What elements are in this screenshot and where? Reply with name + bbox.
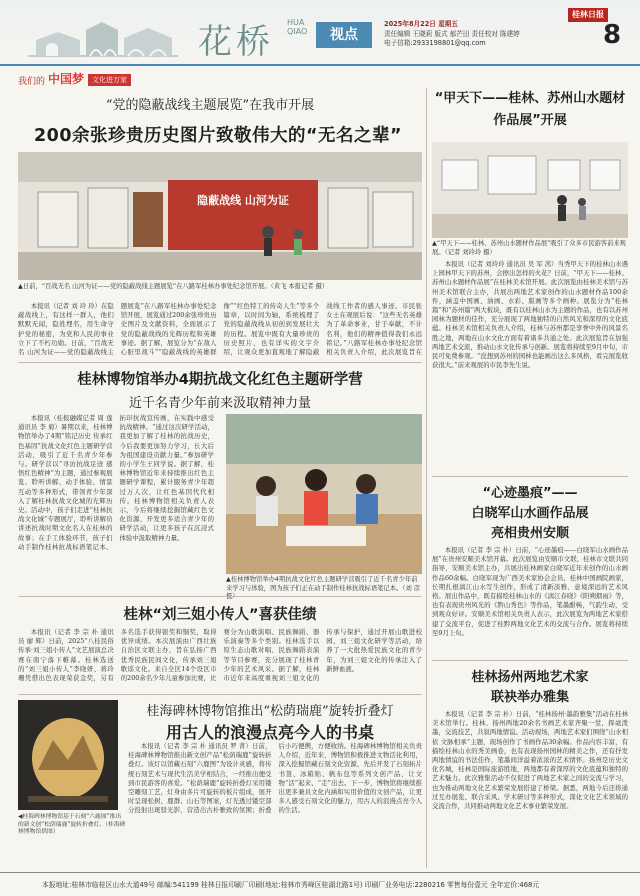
article6-body-text: 本报讯（记者 李 宗 朴）日前，“桂林扬州·墨韵雅集”活动在桂林美术馆举行。桂林、扬州两地20余名书画艺术家齐聚一堂，挥毫泼墨，交流技艺，共叙两地情谊。活动现场，两地艺术家们围绕“山水相依 文脉相承”主题，现场创作了书画作品30余幅。作品内容丰富，有描绘桂林山水的秀美画卷，也有表现扬州园林的精美之作，还有抒发两地情谊的书法佳作，笔墨间洋溢着浓浓的艺术情怀。扬州是历史文化名城，桂林是国际旅游胜地，两地都有着深厚的文化底蕴和独特的艺术魅力。此次雅集活动不仅促进了两地艺术家之间的交流与学习，也为推动两地文化艺术繁荣发展搭建了桥梁。据悉，两地今后还将通过互办展览、联合采风、学术研讨等多种形式，深化文化艺术领域的交流合作，共同推动两地文化艺术事业繁荣发展。 bbox=[432, 710, 628, 811]
section-logo-title: 花桥 bbox=[198, 22, 274, 62]
article6-headline: 桂林扬州两地艺术家 bbox=[471, 670, 589, 685]
article1-body-text: 本报讯（记者 刘 玲 玲）在隐蔽战线上，有这样一群人，他们默默无闻，隐姓埋名，用生命守护党的秘密，为党和人民的事业立下了不朽功勋。日前，“百战无名 山河为证——党的隐蔽战线主题展览”在八路军桂林办事处纪念馆开展，展览通过200余张珍贵历史图片及文献资料，全面展示了党的隐蔽战线的光辉历程和英雄事迹。据了解，展览分为“在敌人心脏里战斗”“隐蔽战线的英雄群像”“红色特工的传奇人生”等多个篇章，以时间为轴，系统梳理了党的隐蔽战线从初创到发展壮大的历程。展览中既有大量珍贵的历史照片，也有详实的文字介绍，让观众更加直观地了解隐蔽战线工作者的感人事迹。市民张女士在观展后说：“这些无名英雄为了革命事业，甘于奉献，不计名利，他们的精神值得我们永远铭记。”八路军桂林办事处纪念馆相关负责人介绍，此次展览旨在 bbox=[18, 302, 422, 357]
column-logo-tag: 文化进万家 bbox=[88, 74, 131, 86]
divider-a2 bbox=[432, 476, 628, 477]
gallery-image bbox=[432, 142, 628, 238]
divider-a1 bbox=[18, 362, 422, 363]
article4-sub: 亮相贵州安顺 bbox=[490, 526, 569, 541]
email-line: 电子信箱:2933198801@qq.com bbox=[384, 39, 486, 47]
article1-photo-text: 隐蔽战线 山河为证 bbox=[197, 194, 289, 207]
section-logo-pinyin: HUA QIAO bbox=[287, 18, 308, 36]
article1-kicker: “党的隐蔽战线主题展览”在我市开展 bbox=[105, 98, 315, 113]
article1-photo bbox=[18, 152, 422, 280]
article3-headline: 桂林博物馆举办4期抗战文化红色主题研学营 bbox=[77, 372, 363, 388]
divider-a3 bbox=[18, 596, 422, 597]
article5-body-text: 本报讯（记者 李 宗 朴 通讯员 廖 辉）日前，2025“八桂民俗传承·刘三姐小传人”文艺展演总决赛在南宁落下帷幕。桂林选送的“刘三姐小传人”李晓妍、蒋玲珊凭借出色表现荣获金奖，另有多名选手获得银奖和铜奖，取得优异成绩。本次展演由广西壮族自治区文联主办，旨在弘扬广西优秀民族民间文化，传承刘三姐歌谣文化。来自全区14个设区市的200余名少年儿童参加比赛，比赛分为山歌演唱、民族舞蹈、器乐演奏等多个类别。桂林选手以原生态山歌对唱、民族舞蹈表演等节目参赛，充分展现了桂林青少年的艺术风采。据了解，桂林市近年来高度重视刘三姐文化的传承与保护，通过开展山歌进校园、刘三姐文化研学等活动，培养了一大批热爱民族文化的青少年，为刘三姐文化的传承注入了新鲜血液。 bbox=[18, 628, 422, 683]
masthead-rule bbox=[0, 64, 640, 66]
article4-headline: 白晓军山水画作品展 bbox=[471, 506, 589, 521]
section-tag: 视点 bbox=[316, 22, 372, 48]
article7-photo bbox=[18, 700, 118, 810]
students-workshop-image bbox=[226, 414, 422, 574]
article3-sub: 近千名青少年前来汲取精神力量 bbox=[128, 396, 311, 411]
article3-body-text: 本报讯（桂报融媒记者 周 莲 通讯员 李 菊）暑期以来，桂林博物馆举办了4期“铭记历史 传承红色基因”抗战文化红色主题研学营活动，吸引了近千名青少年参与。研学营以“寻访抗战足迹 感悟红色精神”为主题，通过参观展览、聆听讲解、动手体验、情景互动等多种形式，带领青少年深入了解桂林抗战文化城的光辉历史。活动中，孩子们走进“桂林抗战文化城”专题展厅，聆听讲解员讲述抗战时期文化名人在桂林的故事；在手工体验环节，孩子们动手制作桂林抗战标语笔记本、拓印抗战宣传画，在实践中感受抗战精神。“通过这次研学活动，我更加了解了桂林的抗战历史，今后我要更加努力学习，长大后为祖国建设贡献力量。”参加研学的小学生王同学说。据了解，桂林博物馆近年来持续推出红色主题研学课程，累计服务青少年超过万人次，让红色基因代代相传。桂林博物馆相关负责人表示，今后将继续挖掘馆藏红色文化资源，开发更多适合青少年的研学活动，让更多孩子在沉浸式体验中汲取精神力量。 bbox=[18, 414, 214, 551]
article7-caption: ◀桂海碑林博物馆基于石刻“六鹿图”推出的新文创“松荫瑞鹿”旋转折叠灯。（桂海碑林博物馆供图） bbox=[18, 814, 126, 836]
article6-body bbox=[432, 710, 628, 866]
page-footer bbox=[0, 872, 640, 896]
exhibition-hall-image bbox=[18, 152, 422, 280]
article6-sub: 联袂举办雅集 bbox=[490, 690, 569, 705]
column-logo-name: 中国梦 bbox=[48, 72, 85, 86]
article7-body bbox=[128, 742, 422, 838]
article3-photo bbox=[226, 414, 422, 574]
article1-headline: 200余张珍贵历史图片致敬伟大的“无名之辈” bbox=[33, 126, 403, 146]
article1-body bbox=[18, 302, 422, 360]
article4-body bbox=[432, 546, 628, 658]
article7-kicker: 桂海碑林博物馆推出“松荫瑞鹿”旋转折叠灯 bbox=[146, 704, 394, 719]
article1-caption: ▲日前，“百战无名 山河为证——党的隐蔽战线主题展览”在八路军桂林办事处纪念馆开展。（黄飞 本报记者 摄） bbox=[18, 283, 329, 290]
article2-body-text: 本报讯（记者 刘玲玲 通讯员 吴 军 茜）当秀甲天下的桂林山水遇上园林甲天下的苏州，会擦出怎样的火花？日前，“甲天下——桂林、苏州山水题材作品展”在桂林美术馆开展。此次展览由桂林美术馆与苏州美术馆联合主办，共展出两地艺术家创作的山水题材作品100余件，涵盖中国画、油画、水彩、版画等多个画种。展览分为“桂林篇”和“苏州篇”两大板块，既有以桂林山水为主题的作品，也有以苏州园林为题材的佳作，充分展现了两地独特的自然风光和深厚的文化底蕴。桂林美术馆相关负责人介绍，桂林与苏州都是享誉中外的风景名胜之地，两地在山水文化方面有着诸多共通之处。此次展览旨在加强两地艺术交流，推动山水文化传承与创新。展览将持续至9月中旬，市民可免费参观。“没想到苏州的园林也能画出这么多风格，看完展览收获很大。”前来观展的市民李先生说。 bbox=[432, 260, 628, 370]
article3-caption: ▲桂林博物馆举办4期抗战文化红色主题研学营吸引了近千名青少年前来学习与体验，图为孩子们正在动手制作桂林抗战标语笔记本。（刘 彦 bbox=[226, 576, 421, 592]
footer-text: 本报地址:桂林市临桂区山水大道49号 邮编:541199 桂林日报印刷厂印刷(地址:桂林市秀峰区桂湖北路1号) 印刷厂业务电话:2280216 零售每份壹元 全年定价:468元 bbox=[42, 881, 540, 889]
column-logo bbox=[18, 68, 148, 90]
article4-kicker: “心迹墨痕”—— bbox=[482, 486, 578, 501]
folding-lamp-image bbox=[18, 700, 118, 810]
masthead-meta bbox=[384, 20, 520, 49]
article2-body bbox=[432, 260, 628, 472]
column-logo-prefix: 我们的 bbox=[18, 77, 46, 87]
column-rule bbox=[426, 88, 427, 868]
article7-headline: 用古人的浪漫点亮今人的书桌 bbox=[165, 723, 374, 742]
article2-caption: ▲“甲天下——桂林、苏州山水题材作品展”吸引了众多市民游客前来观展。（记者 刘玲玲 摄） bbox=[432, 240, 626, 256]
issue-date: 2025年8月22日 星期五 bbox=[384, 20, 458, 28]
article3-body bbox=[18, 414, 214, 586]
skyline-illustration bbox=[28, 10, 178, 60]
article7-body-text: 本报讯（记者 李 宗 朴 通讯员 罗 菁）日前，桂海碑林博物馆推出新文创产品“松荫瑞鹿”旋转折叠灯。该灯以馆藏石刻“六鹿图”为设计灵感，将传统石刻艺术与现代生活美学相结合，一经推出便受到市民游客的喜爱。“松荫瑞鹿”旋转折叠灯采用镂空雕刻工艺，灯身由多片可旋转的板片组成，展开时呈现松树、鹿群、山石等图案，灯光透过镂空部分投射出斑驳光影，营造出古朴雅致的氛围；折叠后小巧便携，方便收纳。桂海碑林博物馆相关负责人介绍，近年来，博物馆积极推进文物活化利用，深入挖掘馆藏石刻文化资源，先后开发了石刻拓片书签、冰箱贴、帆布包等系列文创产品，让文物“活”起来、“走”出去。下一步，博物馆将继续推出更多兼具文化内涵和实用价值的文创产品，让更多人感受石刻文化的魅力，用古人的浪漫点亮今人的生活。 bbox=[128, 742, 422, 815]
article5-body bbox=[18, 628, 422, 690]
article2-photo bbox=[432, 142, 628, 238]
article2-headline: “甲天下——桂林、苏州山水题材作品展”开展 bbox=[434, 91, 626, 128]
divider-a4 bbox=[432, 660, 628, 661]
article4-body-text: 本报讯（记者 李 宗 朴）日前，“心迹墨痕——白晓军山水画作品展”在贵州安顺美术馆开幕。此次展览由安顺市文联、桂林市文联共同指导，安顺美术馆主办，共展出桂林画家白晓军近年来创作的山水画作品60余幅。白晓军现为广西美术家协会会员、桂林中国画院画家，长期扎根漓江山水写生创作，形成了清新淡雅、意境深远的艺术风格。展出作品中，既有描绘桂林山水的《漓江春晓》《阳朔烟雨》等，也有表现贵州风光的《黔山秀色》等作品，笔墨酣畅，气韵生动，受到观众好评。安顺美术馆相关负责人表示，此次展览为两地艺术家搭建了交流平台，促进了桂黔两地文化艺术的交流与合作。展览将持续至9月上旬。 bbox=[432, 546, 628, 637]
newspaper-brand: 桂林日报 bbox=[568, 8, 608, 22]
editors-line: 责任编辑 王晓莉 版式 郁芒田 责任校对 陈建婷 bbox=[384, 29, 520, 38]
divider-a5 bbox=[18, 694, 422, 695]
page-number: 8 bbox=[603, 20, 622, 50]
article5-headline: 桂林“刘三姐小传人”喜获佳绩 bbox=[123, 607, 317, 623]
